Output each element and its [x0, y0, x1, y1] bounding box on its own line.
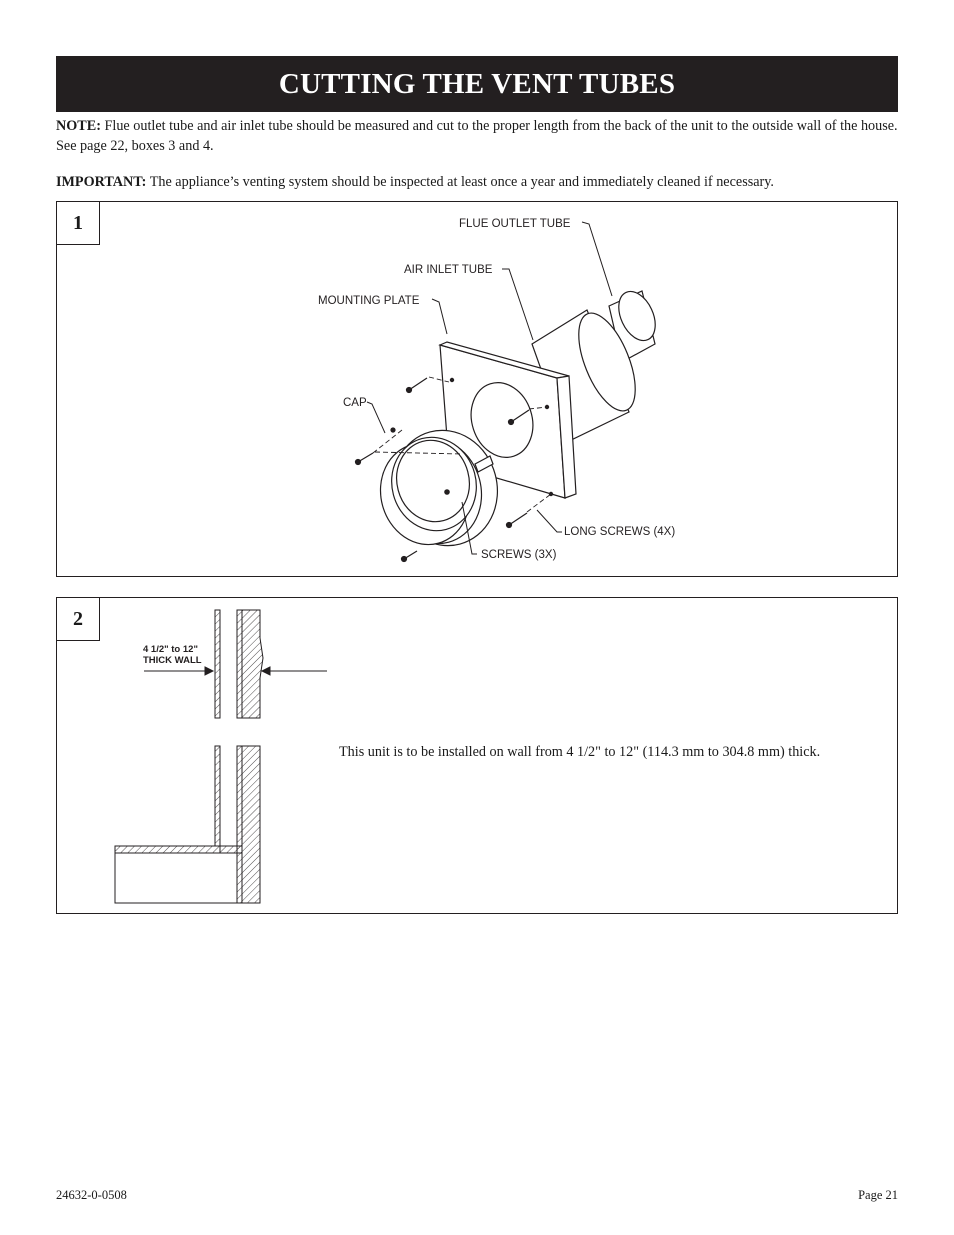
- step-box-1: [56, 201, 898, 577]
- label-long-screws: LONG SCREWS (4X): [564, 526, 676, 538]
- note-paragraph: [56, 116, 898, 156]
- label-mounting-plate: MOUNTING PLATE: [318, 295, 420, 307]
- wall-label-line-1: 4 1/2" to 12": [143, 644, 198, 655]
- wall-label-line-2: THICK WALL: [143, 655, 202, 666]
- document-number: 24632-0-0508: [56, 1188, 127, 1202]
- step-number-1: 1: [57, 202, 100, 245]
- note-text: Flue outlet tube and air inlet tube should be measured and cut to the proper length from the back of the unit to the outside wall of the house. See page 22, boxes 3 and 4.: [56, 118, 898, 154]
- page-title: CUTTING THE VENT TUBES: [278, 67, 676, 100]
- step-number-2: 2: [57, 598, 100, 641]
- label-air-inlet-tube: AIR INLET TUBE: [404, 264, 493, 276]
- label-flue-outlet-tube: FLUE OUTLET TUBE: [459, 218, 571, 230]
- step-box-2: [56, 597, 898, 914]
- important-text: The appliance’s venting system should be inspected at least once a year and immediately cleaned if necessary.: [146, 174, 774, 190]
- label-screws: SCREWS (3X): [481, 549, 557, 561]
- note-label: NOTE:: [56, 118, 101, 134]
- important-paragraph: [56, 172, 898, 192]
- vent-assembly-illustration: [57, 202, 897, 576]
- wall-thickness-description: This unit is to be installed on wall from 4 1/2" to 12" (114.3 mm to 304.8 mm) thick.: [339, 744, 821, 760]
- page-number: Page 21: [858, 1188, 898, 1202]
- title-bar: [56, 56, 898, 112]
- label-cap: CAP: [343, 397, 367, 409]
- important-label: IMPORTANT:: [56, 174, 147, 190]
